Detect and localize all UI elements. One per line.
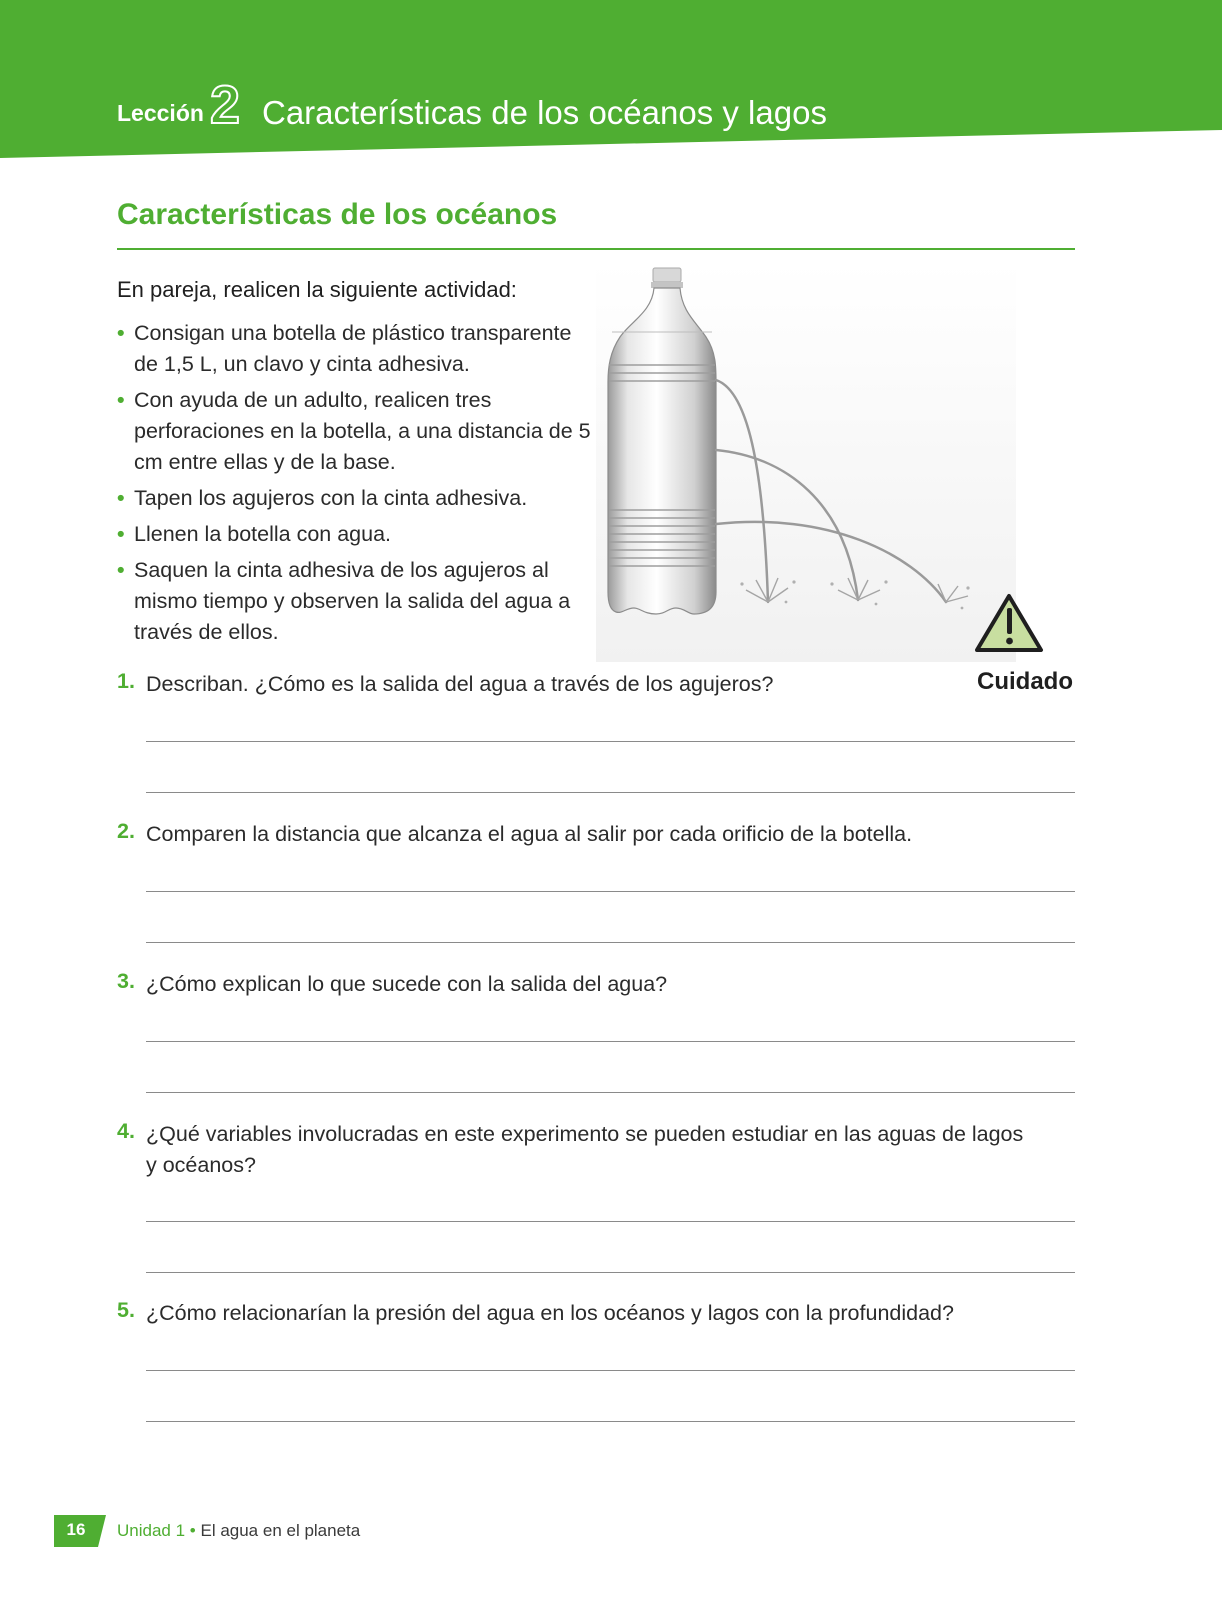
bullet-icon: • xyxy=(117,558,125,582)
answer-line[interactable] xyxy=(146,1092,1075,1093)
answer-line[interactable] xyxy=(146,741,1075,742)
question-number: 4. xyxy=(117,1119,135,1143)
lesson-header-band xyxy=(0,0,1222,160)
activity-step-text: Tapen los agujeros con la cinta adhesiva. xyxy=(134,486,528,510)
footer-running-title xyxy=(117,1521,360,1541)
answer-line[interactable] xyxy=(146,1272,1075,1273)
lesson-label: Lección xyxy=(117,100,204,126)
answer-line[interactable] xyxy=(146,891,1075,892)
section-title: Características de los océanos xyxy=(117,198,558,231)
question-number: 3. xyxy=(117,969,135,993)
lesson-title: Características de los océanos y lagos xyxy=(262,94,827,131)
question-text: ¿Cómo relacionarían la presión del agua en los océanos y lagos con la profundidad? xyxy=(146,1301,954,1325)
lesson-number: 2 xyxy=(210,75,241,135)
caution-label: Cuidado xyxy=(977,668,1073,695)
question-text: ¿Qué variables involucradas en este experimento se pueden estudiar en las aguas de lagos y océanos? xyxy=(146,1122,1024,1177)
activity-intro: En pareja, realicen la siguiente actividad: xyxy=(117,277,517,302)
section-divider xyxy=(117,248,1075,250)
answer-line[interactable] xyxy=(146,1221,1075,1222)
page-number: 16 xyxy=(66,1520,86,1539)
bottle-experiment-image xyxy=(596,262,1016,662)
activity-step xyxy=(117,318,597,380)
answer-line[interactable] xyxy=(146,1041,1075,1042)
question-number: 2. xyxy=(117,819,135,843)
bullet-icon: • xyxy=(117,522,125,546)
bullet-icon: • xyxy=(117,388,125,412)
activity-step-text: Llenen la botella con agua. xyxy=(134,522,392,546)
footer-unit-title: El agua en el planeta xyxy=(200,1521,361,1540)
activity-step-text: Saquen la cinta adhesiva de los agujeros al mismo tiempo y observen la salida del agua a través de ellos. xyxy=(134,558,571,644)
question-text: Describan. ¿Cómo es la salida del agua a través de los agujeros? xyxy=(146,672,774,696)
answer-line[interactable] xyxy=(146,792,1075,793)
activity-step-text: Consigan una botella de plástico transparente de 1,5 L, un clavo y cinta adhesiva. xyxy=(134,321,572,376)
footer-unit: Unidad 1 xyxy=(117,1521,186,1540)
footer-separator: • xyxy=(189,1521,196,1540)
activity-steps xyxy=(117,318,597,653)
question-text: ¿Cómo explican lo que sucede con la salida del agua? xyxy=(146,972,668,996)
activity-step xyxy=(117,519,597,550)
activity-step xyxy=(117,385,597,478)
bullet-icon: • xyxy=(117,321,125,345)
activity-step-text: Con ayuda de un adulto, realicen tres perforaciones en la botella, a una distancia de 5 cm entre ellas y de la base. xyxy=(134,388,591,474)
answer-line[interactable] xyxy=(146,1370,1075,1371)
activity-step xyxy=(117,555,597,648)
question-number: 5. xyxy=(117,1298,135,1322)
answer-line[interactable] xyxy=(146,942,1075,943)
activity-step xyxy=(117,483,597,514)
question-number: 1. xyxy=(117,669,135,693)
answer-line[interactable] xyxy=(146,1421,1075,1422)
question-text: Comparen la distancia que alcanza el agua al salir por cada orificio de la botella. xyxy=(146,822,913,846)
bullet-icon: • xyxy=(117,486,125,510)
